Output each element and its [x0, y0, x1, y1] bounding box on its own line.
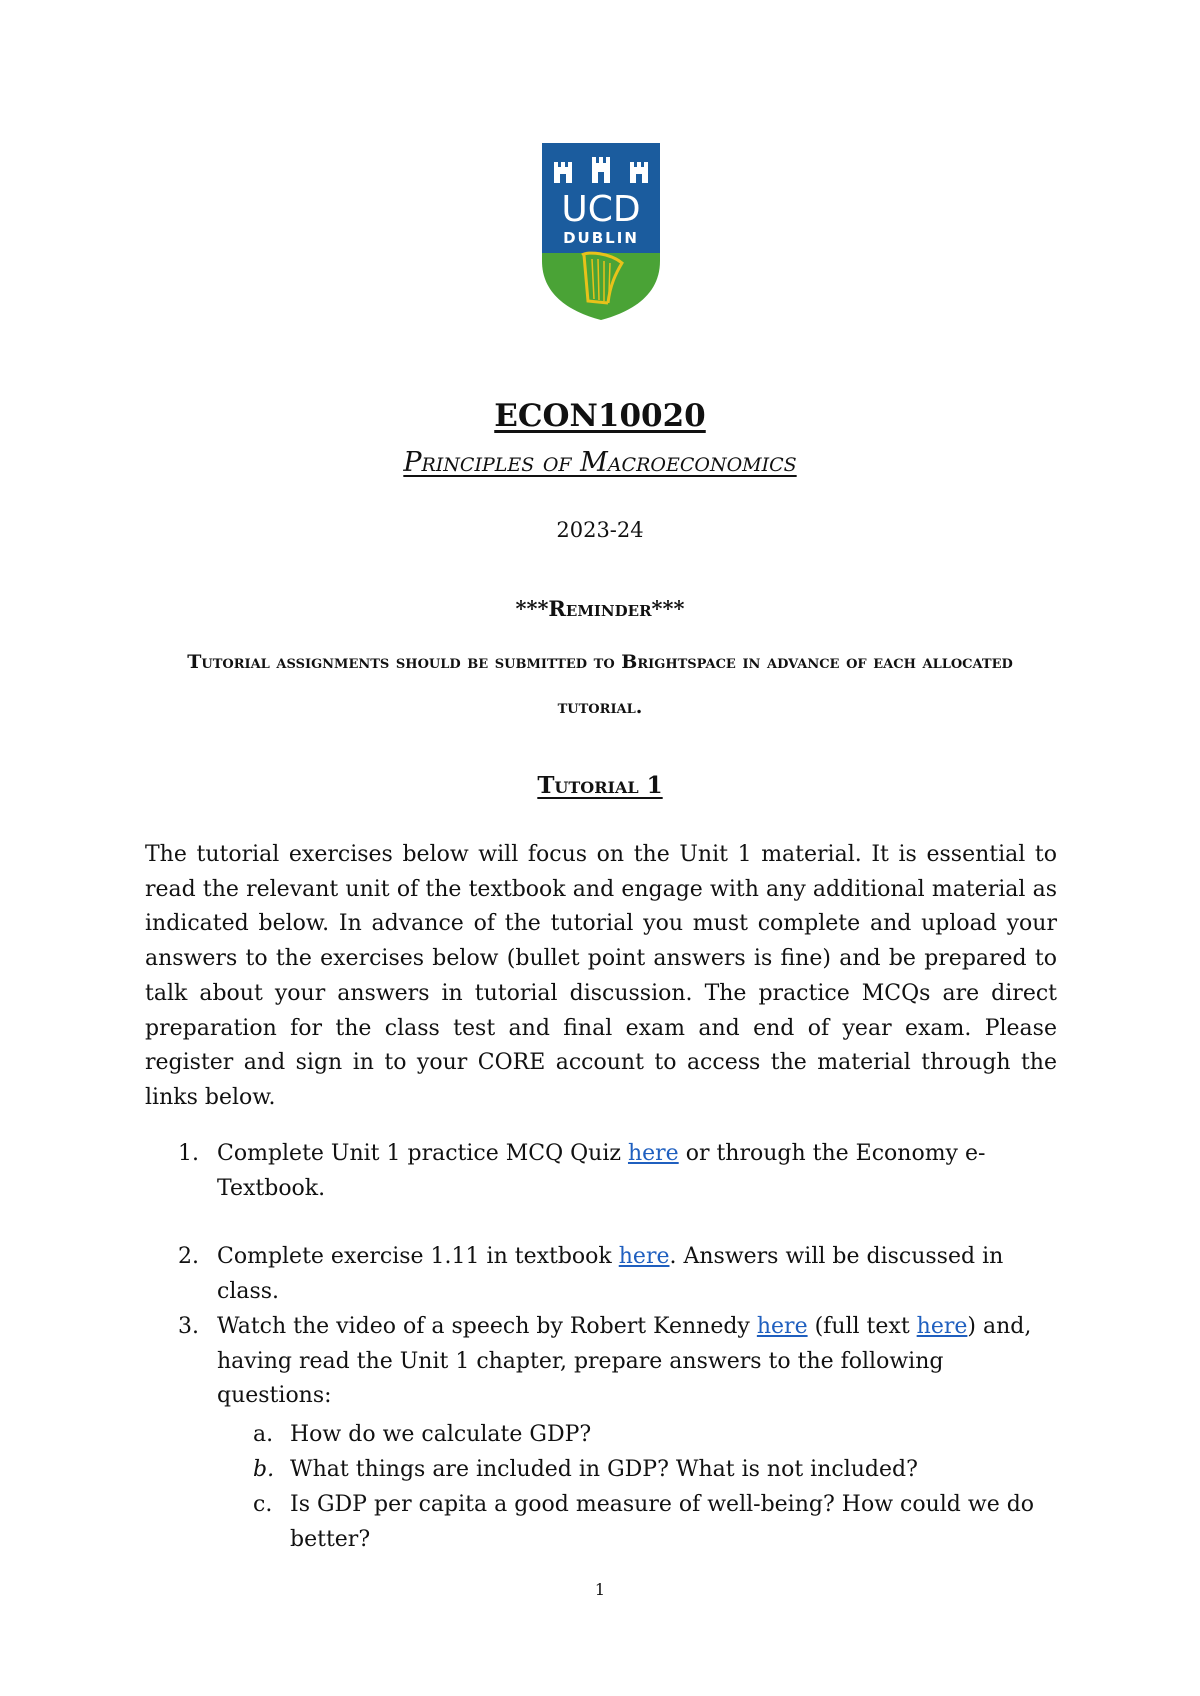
sub-list-item-text: What things are included in GDP? What is not included? — [290, 1457, 918, 1482]
kennedy-video-link[interactable]: here — [756, 1314, 808, 1339]
sub-list-item-marker: a. — [253, 1422, 274, 1447]
sub-list-item-marker: b. — [253, 1457, 275, 1482]
tutorial-intro-paragraph: The tutorial exercises below will focus on the Unit 1 material. It is essential to read the relevant unit of the textbook and engage with any additional material as indicated below. In advance of the tutorial you must complete and upload your answers to the exercises below (bullet point answers is fine) and be prepared to talk about your answers in tutorial discussion. The practice MCQs are direct preparation for the class test and final exam and end of year exam. Please register and sign in to your CORE account to access the material through the links below. — [145, 842, 1057, 1110]
mcq-quiz-link[interactable]: here — [627, 1141, 679, 1166]
list-item-number: 2. — [178, 1244, 199, 1269]
reminder-text: Tutorial assignments should be submitted to Brightspace in advance of each allocated tutorial. — [187, 651, 1013, 718]
sub-list-item-text — [290, 1488, 1050, 1557]
logo-dublin-text: DUBLIN — [563, 229, 639, 247]
list-item-text-part: Textbook. — [217, 1175, 326, 1201]
sub-list-item-text-part: better? — [290, 1526, 371, 1552]
list-item-text-part: Watch the video of a speech by Robert Kennedy — [217, 1314, 757, 1339]
list-item-text-part: ) and, — [967, 1314, 1032, 1339]
list-item-text-part: Complete Unit 1 practice MCQ Quiz — [217, 1141, 628, 1166]
list-item-number: 1. — [178, 1141, 199, 1166]
textbook-exercise-link[interactable]: here — [618, 1244, 670, 1269]
list-item-text — [217, 1310, 1037, 1414]
page-number: 1 — [594, 1580, 606, 1599]
academic-year: 2023-24 — [556, 518, 644, 542]
course-code: ECON10020 — [494, 398, 706, 434]
sub-list-item-text-part: Is GDP per capita a good measure of well-being? How could we do — [290, 1492, 1035, 1517]
logo-ucd-text: UCD — [561, 189, 641, 230]
ucd-logo — [540, 143, 662, 320]
list-item-number: 3. — [178, 1314, 199, 1339]
list-item-text-part: having read the Unit 1 chapter, prepare answers to the following questions: — [217, 1348, 944, 1408]
list-item-text — [217, 1240, 1037, 1309]
sub-list-item-text: How do we calculate GDP? — [290, 1422, 592, 1447]
kennedy-full-text-link[interactable]: here — [916, 1314, 968, 1339]
list-item-text-part: Complete exercise 1.11 in textbook — [217, 1244, 619, 1269]
sub-list-item-marker: c. — [253, 1492, 273, 1517]
tutorial-heading: Tutorial 1 — [537, 772, 663, 799]
list-item-text — [217, 1137, 1037, 1206]
reminder-label: ***Reminder*** — [515, 596, 685, 621]
list-item-text-part: or through the Economy e- — [678, 1141, 986, 1166]
course-title: Principles of Macroeconomics — [403, 447, 797, 478]
list-item-text-part: . Answers will be discussed in class. — [217, 1244, 1004, 1304]
list-item-text-part: (full text — [807, 1314, 917, 1339]
